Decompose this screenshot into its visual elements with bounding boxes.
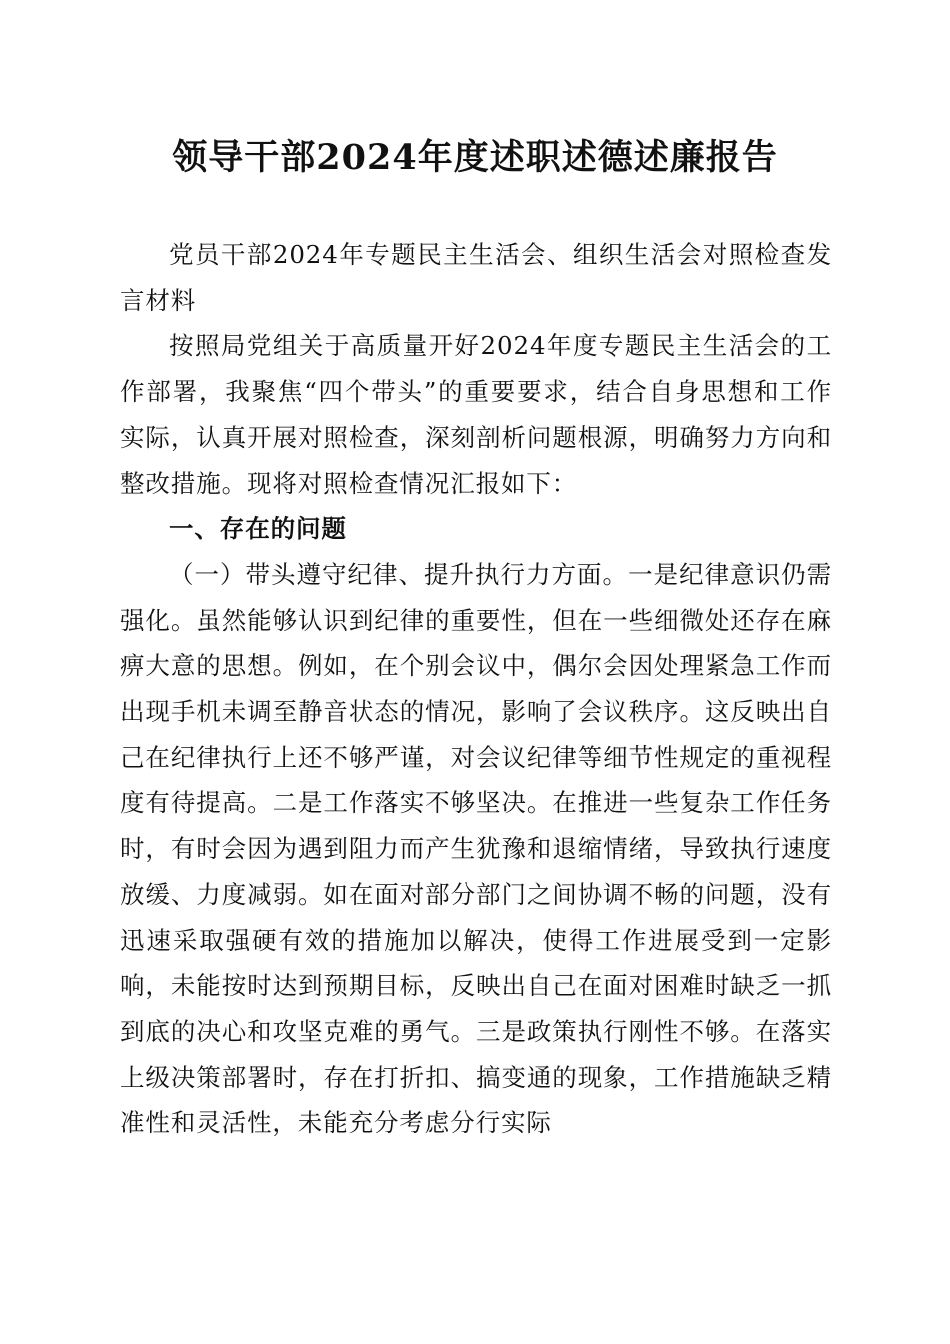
document-title: 领导干部2024年度述职述德述廉报告 — [172, 137, 778, 178]
section-paragraph: （一）带头遵守纪律、提升执行力方面。一是纪律意识仍需强化。虽然能够认识到纪律的重要性，但在一些细微处还存在麻痹大意的思想。例如，在个别会议中，偶尔会因处理紧急工作而出现手机未调至静音状态的情况，影响了会议秩序。这反映出自己在纪律执行上还不够严谨，对会议纪律等细节性规定的重视程度有待提高。二是工作落实不够坚决。在推进一些复杂工作任务时，有时会因为遇到阻力而产生犹豫和退缩情绪，导致执行速度放缓、力度减弱。如在面对部分部门之间协调不畅的问题，没有迅速采取强硬有效的措施加以解决，使得工作进展受到一定影响，未能按时达到预期目标，反映出自己在面对困难时缺乏一抓到底的决心和攻坚克难的勇气。三是政策执行刚性不够。在落实上级决策部署时，存在打折扣、搞变通的现象，工作措施缺乏精准性和灵活性，未能充分考虑分行实际 — [120, 559, 832, 1138]
subtitle-paragraph: 党员干部2024年专题民主生活会、组织生活会对照检查发言材料 — [120, 240, 832, 315]
document-body — [120, 232, 832, 1146]
section-heading: 一、存在的问题 — [169, 514, 347, 544]
intro-paragraph: 按照局党组关于高质量开好2024年度专题民主生活会的工作部署，我聚焦“四个带头”的重要要求，结合自身思想和工作实际，认真开展对照检查，深刻剖析问题根源，明确努力方向和整改措施。现将对照检查情况汇报如下： — [120, 331, 832, 498]
